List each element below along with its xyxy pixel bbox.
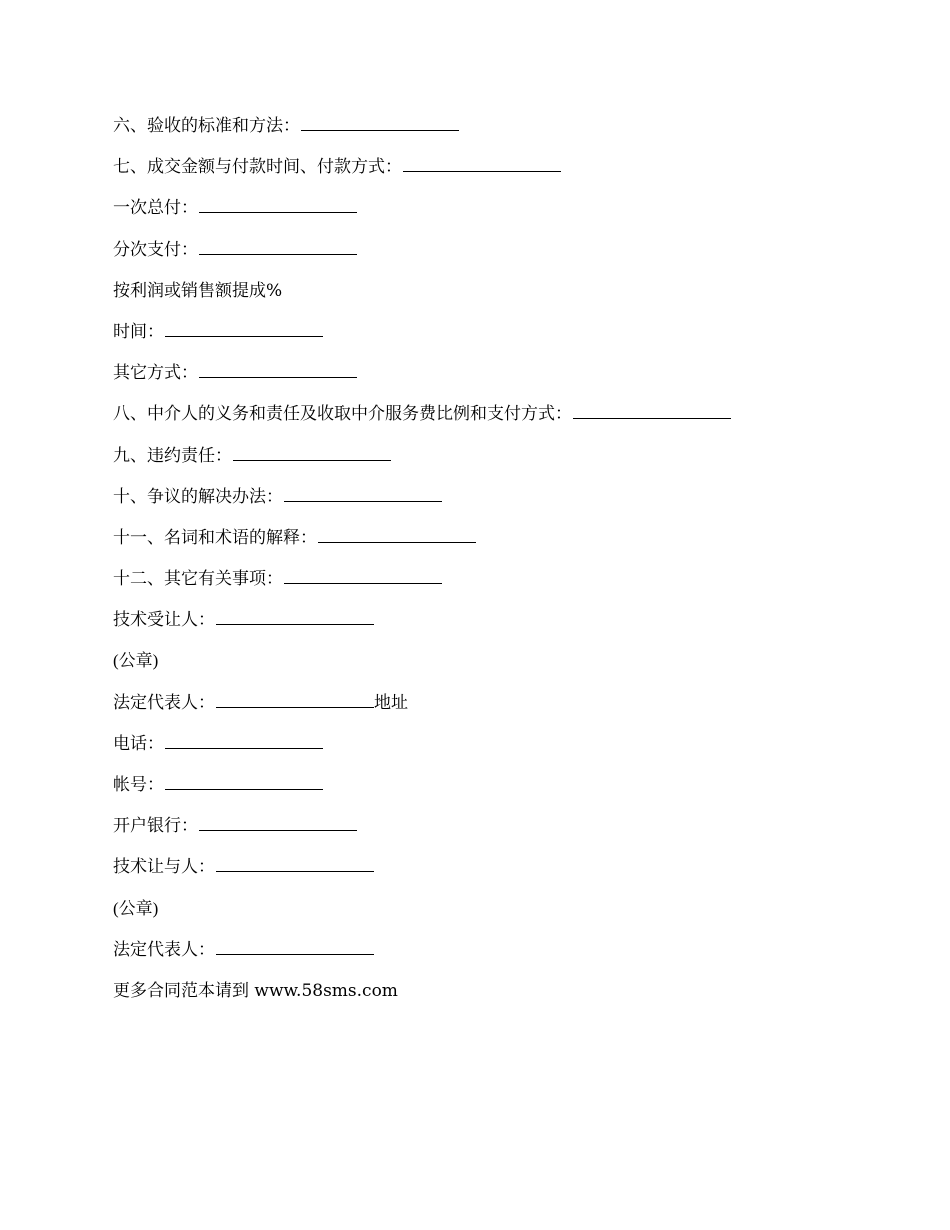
fill-blank: [199, 194, 357, 213]
fill-blank: [216, 853, 374, 872]
line-label: 帐号：: [113, 775, 164, 795]
address-label: 地址: [374, 692, 408, 713]
fill-blank: [165, 730, 323, 749]
fill-blank: [216, 606, 374, 625]
payment-installments: [113, 236, 873, 277]
line-label: 一次总付：: [113, 198, 198, 219]
line-label: 六、验收的标准和方法：: [113, 116, 300, 136]
fill-blank: [284, 565, 442, 584]
fill-blank: [573, 400, 731, 419]
legal-representative-transferor: [113, 936, 873, 977]
line-label: 开户银行：: [113, 816, 198, 837]
clause-terminology: [113, 524, 873, 565]
clause-liability: [113, 442, 873, 483]
footer-text: 更多合同范本请到 www.58sms.com: [113, 980, 398, 1001]
payment-time: [113, 318, 873, 359]
line-label: 九、违约责任：: [113, 445, 232, 466]
line-label: 法定代表人：: [113, 692, 215, 713]
line-label: 时间：: [113, 321, 164, 342]
line-label: 分次支付：: [113, 239, 198, 260]
footer-more-templates: [113, 977, 873, 1018]
line-label: 八、中介人的义务和责任及收取中介服务费比例和支付方式：: [113, 404, 572, 425]
line-label: 七、成交金额与付款时间、付款方式：: [113, 157, 402, 178]
contract-body: [113, 112, 873, 1018]
seal-transferor: [113, 895, 873, 936]
line-label: 十二、其它有关事项：: [113, 569, 283, 590]
line-label: 十、争议的解决办法：: [113, 486, 283, 507]
clause-other-matters: [113, 565, 873, 606]
bank-line: [113, 812, 873, 853]
account-line: [113, 771, 873, 812]
payment-lump-sum: [113, 194, 873, 235]
fill-blank: [165, 771, 323, 790]
fill-blank: [233, 442, 391, 461]
clause-acceptance-standard: [113, 112, 873, 153]
payment-commission: [113, 277, 873, 318]
line-label: 十一、名词和术语的解释：: [113, 527, 317, 548]
fill-blank: [199, 359, 357, 378]
phone-line: [113, 730, 873, 771]
fill-blank: [301, 112, 459, 131]
line-label: 按利润或销售额提成%: [113, 280, 283, 301]
clause-intermediary-duties: [113, 400, 873, 441]
fill-blank: [165, 318, 323, 337]
line-label: 技术受让人：: [113, 610, 215, 631]
line-label: 技术让与人：: [113, 857, 215, 878]
fill-blank: [216, 936, 374, 955]
signature-transferor: [113, 853, 873, 894]
line-label: 电话：: [113, 733, 164, 754]
legal-representative-transferee: [113, 689, 873, 730]
fill-blank: [199, 812, 357, 831]
line-label: (公章): [113, 651, 159, 671]
payment-other-method: [113, 359, 873, 400]
clause-dispute-resolution: [113, 483, 873, 524]
fill-blank: [403, 153, 561, 172]
line-label: 其它方式：: [113, 363, 198, 384]
clause-payment-terms: [113, 153, 873, 194]
fill-blank: [318, 524, 476, 543]
fill-blank: [216, 689, 374, 708]
fill-blank: [199, 236, 357, 255]
line-label: (公章): [113, 898, 159, 918]
seal-transferee: [113, 647, 873, 688]
signature-transferee: [113, 606, 873, 647]
fill-blank: [284, 483, 442, 502]
line-label: 法定代表人：: [113, 939, 215, 960]
